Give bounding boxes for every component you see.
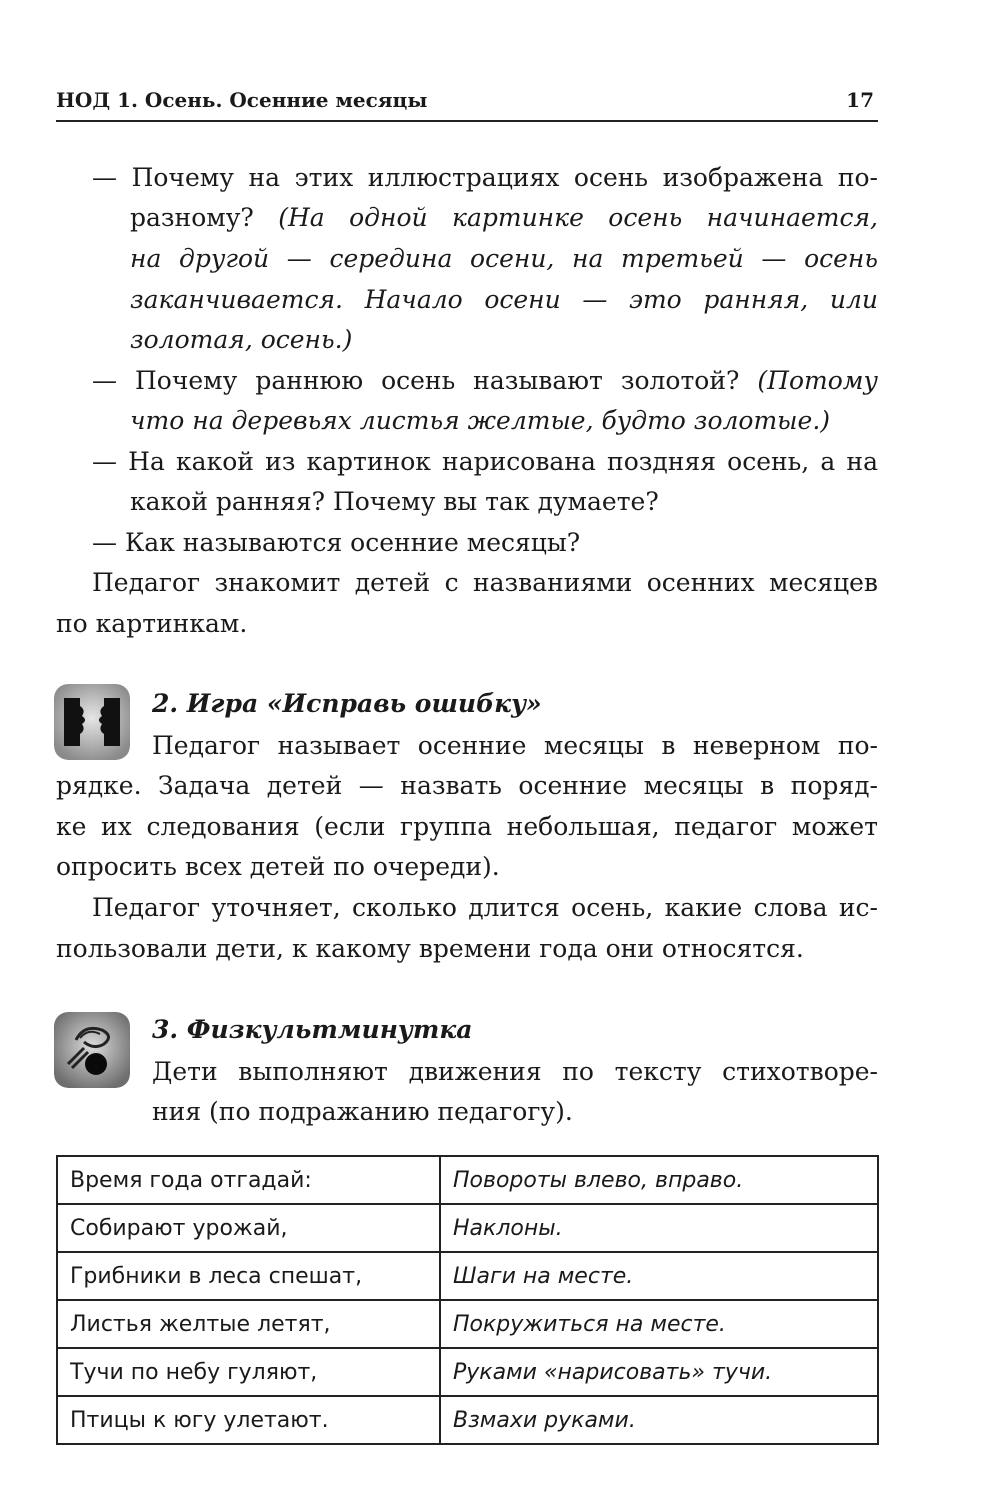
movement-cell: Руками «нарисовать» тучи.	[440, 1348, 878, 1396]
section-3-line-1: Дети выполняют движения по тексту стихотворе-	[152, 1057, 878, 1086]
verse-cell: Собирают урожай,	[57, 1204, 440, 1252]
verse-cell: Время года отгадай:	[57, 1156, 440, 1204]
movement-cell: Взмахи руками.	[440, 1396, 878, 1444]
movement-cell: Покружиться на месте.	[440, 1300, 878, 1348]
question-1-line-5: золотая, осень.)	[130, 325, 353, 354]
table-row	[57, 1204, 878, 1252]
running-title: НОД 1. Осень. Осенние месяцы	[56, 88, 428, 112]
faces-icon	[54, 684, 130, 760]
table-row	[57, 1396, 878, 1444]
poem-movements-table	[56, 1155, 879, 1445]
verse-cell: Грибники в леса спешат,	[57, 1252, 440, 1300]
verse-cell: Тучи по небу гуляют,	[57, 1348, 440, 1396]
section-2-title: 2. Игра «Исправь ошибку»	[152, 689, 542, 718]
question-2-line-2: что на деревьях листья желтые, будто золотые.)	[130, 406, 831, 435]
section-2-line-2: рядке. Задача детей — назвать осенние месяцы в поряд-	[56, 771, 878, 800]
page-number: 17	[846, 88, 874, 112]
question-1-line-4: заканчивается. Начало осени — это ранняя, или	[130, 285, 878, 314]
section-3-line-2: ния (по подражанию педагогу).	[152, 1097, 573, 1126]
verse-cell: Птицы к югу улетают.	[57, 1396, 440, 1444]
question-3-line-1: — На какой из картинок нарисована поздняя осень, а на	[92, 447, 878, 476]
table-row	[57, 1348, 878, 1396]
section-2-line-4: опросить всех детей по очереди).	[56, 852, 500, 881]
section-2-para-2-line-2: пользовали дети, к какому времени года они относятся.	[56, 934, 804, 963]
table-row	[57, 1156, 878, 1204]
section-3-title: 3. Физкультминутка	[152, 1015, 473, 1044]
section-2-line-1: Педагог называет осенние месяцы в неверном по-	[152, 731, 878, 760]
question-1-line-3: на другой — середина осени, на третьей — осень	[130, 244, 878, 273]
movement-cell: Наклоны.	[440, 1204, 878, 1252]
question-1-line-2: разному? (На одной картинке осень начинается,	[130, 203, 878, 232]
table-row	[57, 1300, 878, 1348]
question-2-line-1: — Почему раннюю осень называют золотой? (Потому	[92, 366, 878, 395]
table-row	[57, 1252, 878, 1300]
movement-cell: Повороты влево, вправо.	[440, 1156, 878, 1204]
question-3-line-2: какой ранняя? Почему вы так думаете?	[130, 487, 659, 516]
question-1-line-1: — Почему на этих иллюстрациях осень изображена по-	[92, 163, 878, 192]
question-4-line-1: — Как называются осенние месяцы?	[92, 528, 581, 557]
movement-cell: Шаги на месте.	[440, 1252, 878, 1300]
paragraph-1-line-2: по картинкам.	[56, 609, 248, 638]
verse-cell: Листья желтые летят,	[57, 1300, 440, 1348]
paragraph-1-line-1: Педагог знакомит детей с названиями осенних месяцев	[92, 568, 878, 597]
jump-rope-icon	[54, 1012, 130, 1088]
section-2-para-2-line-1: Педагог уточняет, сколько длится осень, какие слова ис-	[92, 893, 878, 922]
section-2-line-3: ке их следования (если группа небольшая, педагог может	[56, 812, 878, 841]
running-header	[56, 84, 878, 122]
